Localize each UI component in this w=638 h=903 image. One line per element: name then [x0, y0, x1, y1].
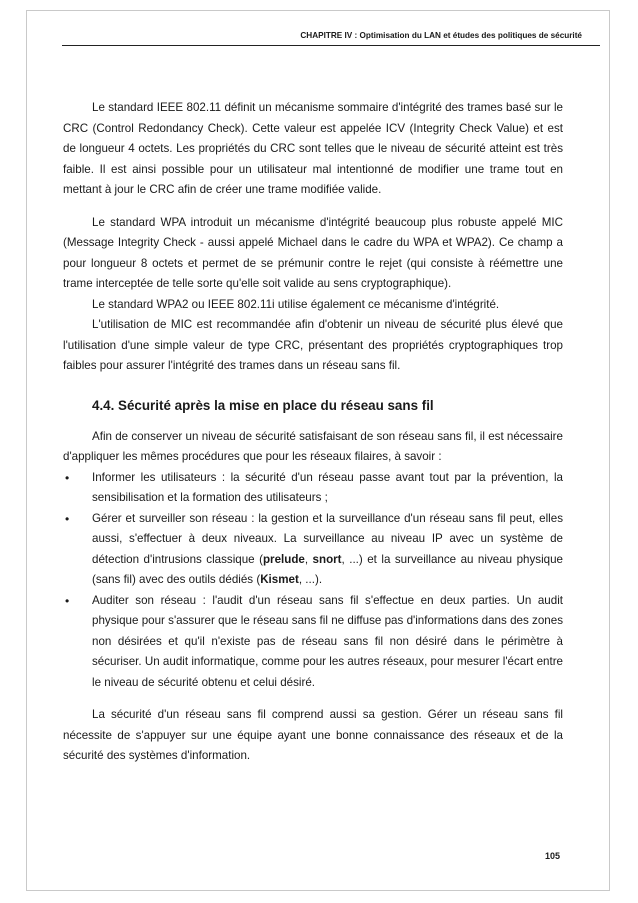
- list-item: [63, 509, 563, 591]
- list-item-text: , ...).: [298, 573, 323, 586]
- header-rule: [62, 45, 600, 46]
- page-number: 105: [544, 851, 560, 861]
- paragraph-crc: Le standard IEEE 802.11 définit un mécanisme sommaire d'intégrité des trames basé sur le CRC (Control Redondancy Check). Cette valeur est appelée ICV (Integrity Check Value) et est de longueur 4 octets. Les propriétés du CRC sont telles que le niveau de sécurité atteint est très faible. Il est ainsi possible pour un utilisateur mal intentionné de modifier une trame tout en mettant à jour le CRC afin de créer une trame modifiée valide.: [63, 101, 563, 196]
- section-intro: Afin de conserver un niveau de sécurité satisfaisant de son réseau sans fil, il est nécessaire d'appliquer les mêmes procédures que pour les réseaux filaires, à savoir :: [63, 429, 563, 463]
- procedures-list: [63, 468, 563, 694]
- paragraph-wpa2: Le standard WPA2 ou IEEE 802.11i utilise également ce mécanisme d'intégrité.: [92, 297, 500, 311]
- tool-name-prelude: prelude: [262, 552, 305, 566]
- tool-name-snort: snort: [312, 552, 342, 566]
- list-item-text: Informer les utilisateurs : la sécurité d'un réseau passe avant tout par la prévention, la sensibilisation et la formation des utilisateurs ;: [92, 470, 563, 504]
- chapter-header: CHAPITRE IV : Optimisation du LAN et études des politiques de sécurité: [300, 31, 582, 40]
- list-item-text: , ...) et la surveillance au niveau physique (sans fil) avec des outils dédiés (: [92, 552, 563, 586]
- bullet-icon: •: [65, 470, 70, 485]
- list-item-text: Gérer et surveiller son réseau : la gestion et la surveillance d'un réseau sans fil peut, elles aussi, s'effectuer à deux niveaux. La surveillance au niveau IP avec un système de détection d'intrusions classique (: [92, 511, 563, 566]
- tool-name-kismet: Kismet: [260, 573, 299, 586]
- list-item: [63, 591, 563, 694]
- page-body: [63, 98, 563, 767]
- list-item-text: Auditer son réseau : l'audit d'un réseau sans fil s'effectue en deux parties. Un audit physique pour s'assurer que le réseau sans fil ne diffuse pas d'informations dans des zones non désirées et qu'il n'existe pas de réseau sans fil non désiré dans le périmètre à sécuriser. Un audit informatique, comme pour les autres réseaux, pour mesurer l'écart entre le niveau de sécurité obtenu et celui désiré.: [92, 593, 563, 689]
- bullet-icon: •: [65, 511, 70, 526]
- list-item: [63, 468, 563, 509]
- paragraph-mic-recommendation: L'utilisation de MIC est recommandée afin d'obtenir un niveau de sécurité plus élevé que l'utilisation d'une simple valeur de type CRC, présentant des propriétés cryptographiques trop faibles pour assurer l'intégrité des trames dans un réseau sans fil.: [63, 318, 563, 372]
- list-item-separator: ,: [304, 552, 313, 566]
- bullet-icon: •: [65, 593, 70, 608]
- paragraph-wpa-mic: Le standard WPA introduit un mécanisme d'intégrité beaucoup plus robuste appelé MIC (Message Integrity Check - aussi appelé Michael dans le cadre du WPA et WPA2). Ce champ a pour longueur 8 octets et permet de se prémunir contre le rejet (qui consiste à réémettre une trame interceptée de telle sorte qu'elle soit valide au sens cryptographique).: [63, 215, 563, 290]
- section-heading: 4.4. Sécurité après la mise en place du réseau sans fil: [92, 397, 434, 413]
- section-closing: La sécurité d'un réseau sans fil comprend aussi sa gestion. Gérer un réseau sans fil nécessite de s'appuyer sur une équipe ayant une bonne connaissance des réseaux et de la sécurité des systèmes d'information.: [63, 708, 563, 762]
